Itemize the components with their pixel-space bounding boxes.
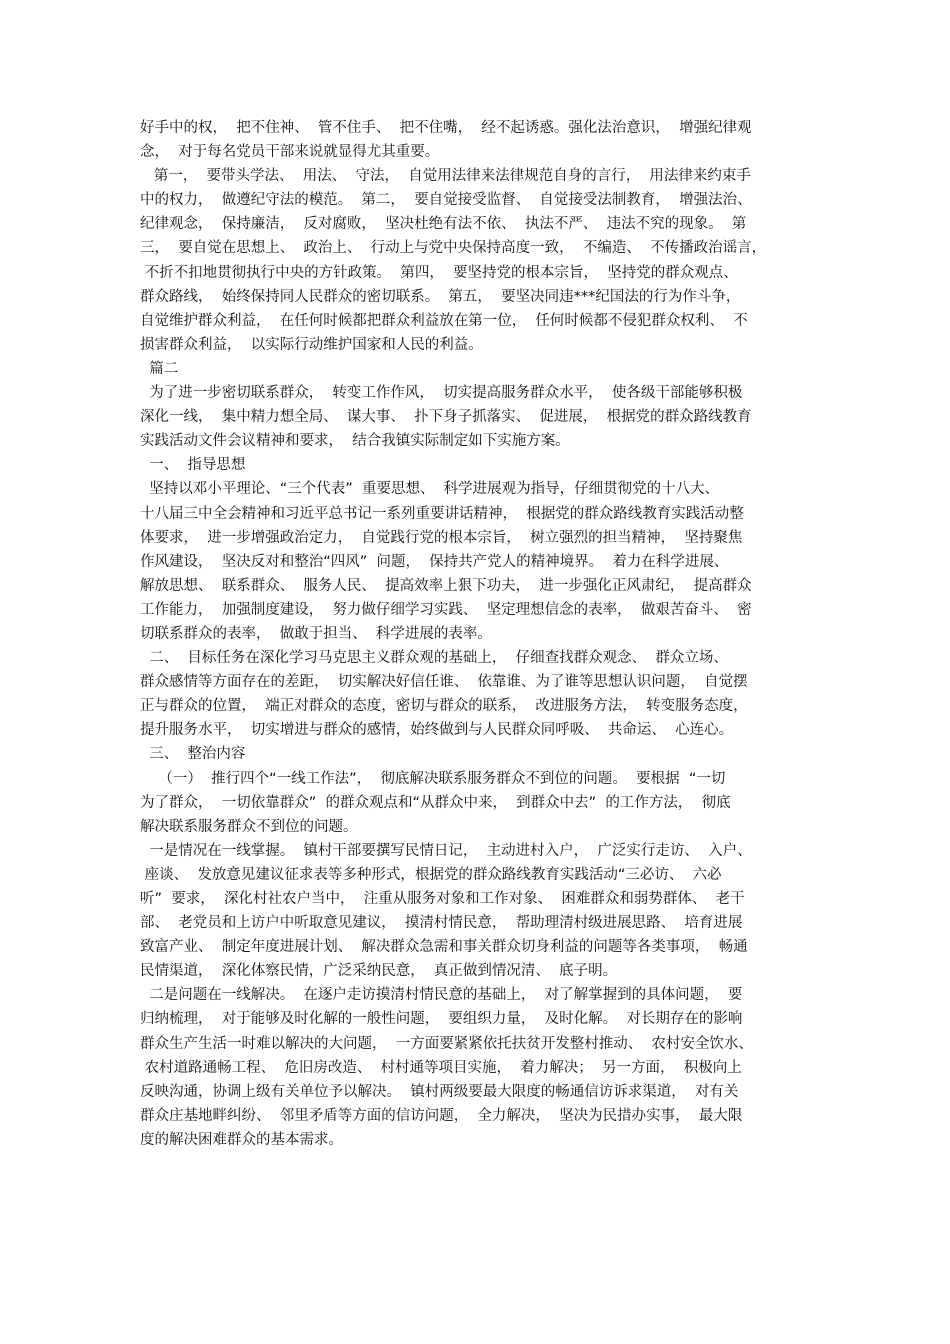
text-line: 提升服务水平， 切实增进与群众的感情，始终做到与人民群众同呼吸、 共命运、 心连心。 [140, 722, 734, 739]
text-line: 三、 整治内容 [140, 746, 246, 763]
text-line: 归纳梳理， 对于能够及时化解的一般性问题， 要组织力量， 及时化解。 对长期存在的影响 [140, 1011, 743, 1028]
text-line: 听” 要求， 深化村社农户当中， 注重从服务对象和工作对象、 困难群众和弱势群体、 老干 [140, 891, 745, 907]
text-line: 不折不扣地贯彻执行中央的方针政策。 第四， 要坚持党的根本宗旨， 坚持党的群众观点、 [140, 264, 738, 281]
text-line: 作风建设， 坚决反对和整治“四风” 问题， 保持共产党人的精神境界。 着力在科学进展、 [140, 553, 729, 570]
text-line: 解决联系服务群众不到位的问题。 [140, 818, 358, 835]
text-line: 群众庄基地畔纠纷、 邻里矛盾等方面的信访问题， 全力解决， 坚决为民措办实事， 最大限 [140, 1107, 743, 1124]
text-line: 为了进一步密切联系群众， 转变工作作风， 切实提高服务群众水平， 使各级干部能够积极 [140, 385, 743, 402]
text-line: 中的权力， 做遵纪守法的模范。 第二， 要自觉接受监督、 自觉接受法制教育， 增强法治、 [140, 192, 752, 209]
text-line: 深化一线， 集中精力想全局、 谋大事、 扑下身子抓落实、 促进展， 根据党的群众路线教育 [140, 409, 752, 426]
text-line: 群众感情等方面存在的差距， 切实解决好信任谁、 依靠谁、为了谁等思想认识问题， 自觉摆 [140, 674, 748, 691]
text-line: 念， 对于每名党员干部来说就显得尤其重要。 [140, 144, 440, 161]
text-line: 反映沟通，协调上级有关单位予以解决。 镇村两级要最大限度的畅通信访诉求渠道， 对有关 [140, 1083, 739, 1100]
text-line: 座谈、 发放意见建议征求表等多种形式，根据党的群众路线教育实践活动“三必访、 六必 [140, 866, 722, 883]
text-line: 三， 要自觉在思想上、 政治上、 行动上与党中央保持高度一致， 不编造、 不传播政治谣言， [140, 240, 767, 257]
text-line: 为了群众， 一切依靠群众” 的群众观点和“从群众中来， 到群众中去” 的工作方法， 彻底 [140, 794, 731, 811]
text-line: 正与群众的位置， 端正对群众的态度，密切与群众的联系， 改进服务方法， 转变服务态度， [140, 698, 748, 715]
text-line: 农村道路通畅工程、 危旧房改造、 村村通等项目实施， 着力解决； 另一方面， 积极向上 [140, 1059, 742, 1076]
text-line: 体要求， 进一步增强政治定力， 自觉践行党的根本宗旨， 树立强烈的担当精神， 坚持聚焦 [140, 529, 743, 546]
text-line: 自觉维护群众利益， 在任何时候都把群众利益放在第一位， 任何时候都不侵犯群众权利、 不 [140, 312, 748, 329]
text-line: 二是问题在一线解决。 在逐户走访摸清村情民意的基础上， 对了解掌握到的具体问题， 要 [140, 987, 743, 1004]
text-line: 一是情况在一线掌握。 镇村干部要撰写民情日记， 主动进村入户， 广泛实行走访、 入户、 [140, 842, 752, 859]
text-line: 工作能力， 加强制度建设， 努力做仔细学习实践、 坚定理想信念的表率， 做艰苦奋斗、 密 [140, 601, 752, 618]
text-line: 损害群众利益， 以实际行动维护国家和人民的利益。 [140, 336, 483, 353]
text-line: 民情渠道， 深化体察民情，广泛采纳民意， 真正做到情况清、 底子明。 [140, 963, 618, 980]
text-line: 切联系群众的表率， 做敢于担当、 科学进展的表率。 [140, 625, 492, 642]
text-line: 群众路线， 始终保持同人民群众的密切联系。 第五， 要坚决同违***纪国法的行为作斗争， [140, 288, 741, 305]
text-line: 致富产业、 制定年度进展计划、 解决群众急需和事关群众切身利益的问题等各类事项， 畅通 [140, 939, 748, 956]
text-line: 二、 目标任务在深化学习马克思主义群众观的基础上， 仔细查找群众观念、 群众立场、 [140, 650, 728, 667]
text-line: 好手中的权， 把不住神、 管不住手、 把不住嘴， 经不起诱惑。强化法治意识， 增强纪律观 [140, 120, 752, 136]
text-line: 部、 老党员和上访户中听取意见建议， 摸清村情民意， 帮助理清村级进展思路、 培育进展 [140, 915, 743, 932]
text-line: 十八届三中全会精神和习近平总书记一系列重要讲话精神， 根据党的群众路线教育实践活动整 [140, 505, 744, 522]
text-line: 坚持以邓小平理论、“三个代表” 重要思想、 科学进展观为指导，仔细贯彻党的十八大、 [140, 481, 720, 498]
document-page [140, 116, 820, 1152]
text-line: 解放思想、 联系群众、 服务人民、 提高效率上狠下功夫， 进一步强化正风肃纪， 提高群众 [140, 577, 752, 594]
text-line: （一） 推行四个“一线工作法”， 彻底解决联系服务群众不到位的问题。 要根据 “一切 [140, 770, 726, 787]
text-line: 一、 指导思想 [140, 457, 246, 474]
text-line: 群众生产生活一时难以解决的大问题， 一方面要紧紧依托扶贫开发整村推动、 农村安全饮水、 [140, 1035, 753, 1052]
text-line: 第一， 要带头学法、 用法、 守法， 自觉用法律来法律规范自身的言行， 用法律来约束手 [140, 168, 751, 185]
text-line: 实践活动文件会议精神和要求， 结合我镇实际制定如下实施方案。 [140, 433, 570, 450]
text-line: 纪律观念， 保持廉洁， 反对腐败， 坚决杜绝有法不依、 执法不严、 违法不究的现象。 第 [140, 216, 747, 233]
text-line: 篇二 [140, 360, 179, 377]
text-line: 度的解决困难群众的基本需求。 [140, 1131, 343, 1148]
